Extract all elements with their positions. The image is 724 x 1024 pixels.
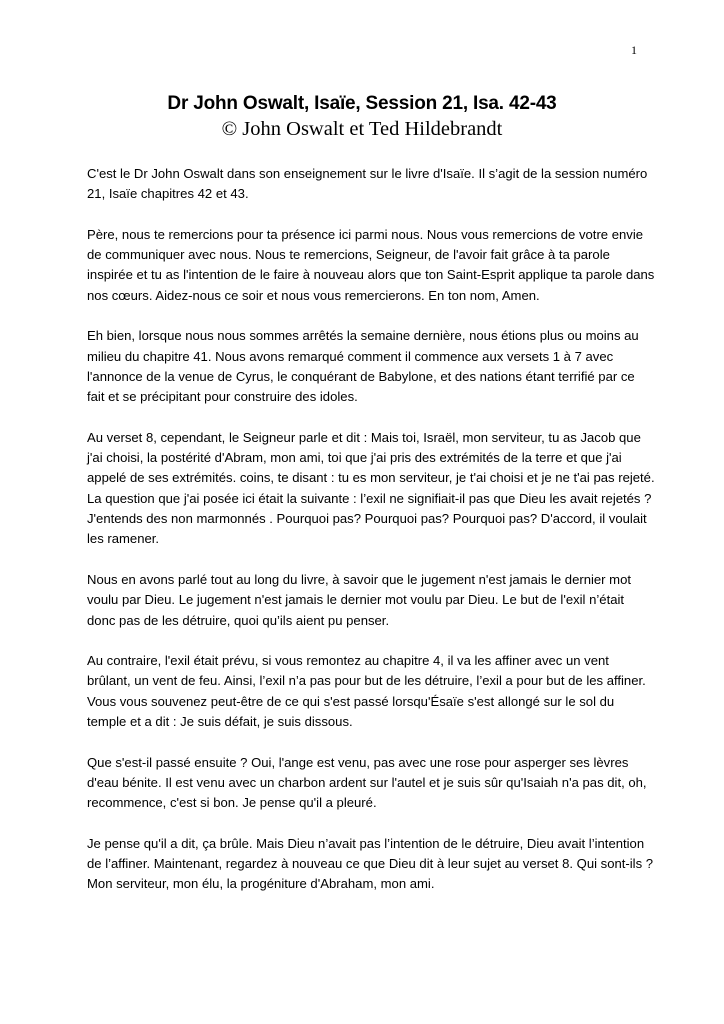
paragraph-prayer: Père, nous te remercions pour ta présence ici parmi nous. Nous vous remercions de votre envie de communiquer avec nous. Nous te remercions, Seigneur, de l'avoir fait grâce à ta parole inspirée et tu as l'intention de le faire à nouveau alors que ton Saint-Esprit applique ta parole dans nos cœurs. Aidez-nous ce soir et nous vous remercierons. En ton nom, Amen.: [87, 226, 655, 303]
copyright-line: © John Oswalt et Ted Hildebrandt: [221, 118, 503, 140]
paragraph: Nous en avons parlé tout au long du livre, à savoir que le jugement n'est jamais le dernier mot voulu par Dieu. Le jugement n'est jamais le dernier mot voulu par Dieu. Le but de l'exil n’était donc pas de les détruire, quoi qu’ils aient pu penser.: [87, 571, 632, 628]
paragraph: Eh bien, lorsque nous nous sommes arrêtés la semaine dernière, nous étions plus ou moins au milieu du chapitre 41. Nous avons remarqué comment il commence aux versets 1 à 7 avec l'annonce de la venue de Cyrus, le conquérant de Babylone, et des nations étant terrifié par ce fait et se précipitant pour construire des idoles.: [87, 328, 639, 405]
document-body: [87, 164, 655, 915]
paragraph: Au verset 8, cependant, le Seigneur parle et dit : Mais toi, Israël, mon serviteur, tu as Jacob que j'ai choisi, la postérité d'Abram, mon ami, toi que j'ai pris des extrémités de la terre et que j'ai appelé de ses extrémités. coins, te disant : tu es mon serviteur, je t'ai choisi et je ne t'ai pas rejeté. La question que j'ai posée ici était la suivante : l’exil ne signifiait-il pas que Dieu les avait rejetés ? J'entends des non marmonnés . Pourquoi pas? Pourquoi pas? Pourquoi pas? D'accord, il voulait les ramener.: [87, 429, 655, 547]
paragraph: Au contraire, l'exil était prévu, si vous remontez au chapitre 4, il va les affiner avec un vent brûlant, un vent de feu. Ainsi, l’exil n’a pas pour but de les détruire, l’exil a pour but de les affiner. Vous vous souvenez peut-être de ce qui s'est passé lorsqu'Ésaïe s'est allongé sur le sol du temple et a dit : Je suis défait, je suis dissous.: [87, 653, 646, 730]
paragraph-intro: C'est le Dr John Oswalt dans son enseignement sur le livre d'Isaïe. Il s’agit de la session numéro 21, Isaïe chapitres 42 et 43.: [87, 166, 648, 202]
document-header: [0, 92, 724, 142]
document-title: Dr John Oswalt, Isaïe, Session 21, Isa. 42-43: [167, 93, 557, 114]
page-number: 1: [631, 43, 637, 57]
paragraph: Que s'est-il passé ensuite ? Oui, l'ange est venu, pas avec une rose pour asperger ses lèvres d'eau bénite. Il est venu avec un charbon ardent sur l'autel et je suis sûr qu'Isaiah n'a pas dit, oh, recommence, c'est si bon. Je pense qu'il a pleuré.: [87, 754, 647, 811]
paragraph: Je pense qu'il a dit, ça brûle. Mais Dieu n’avait pas l’intention de le détruire, Dieu avait l’intention de l’affiner. Maintenant, regardez à nouveau ce que Dieu dit à leur sujet au verset 8. Qui sont-ils ? Mon serviteur, mon élu, la progéniture d'Abraham, mon ami.: [87, 835, 654, 892]
